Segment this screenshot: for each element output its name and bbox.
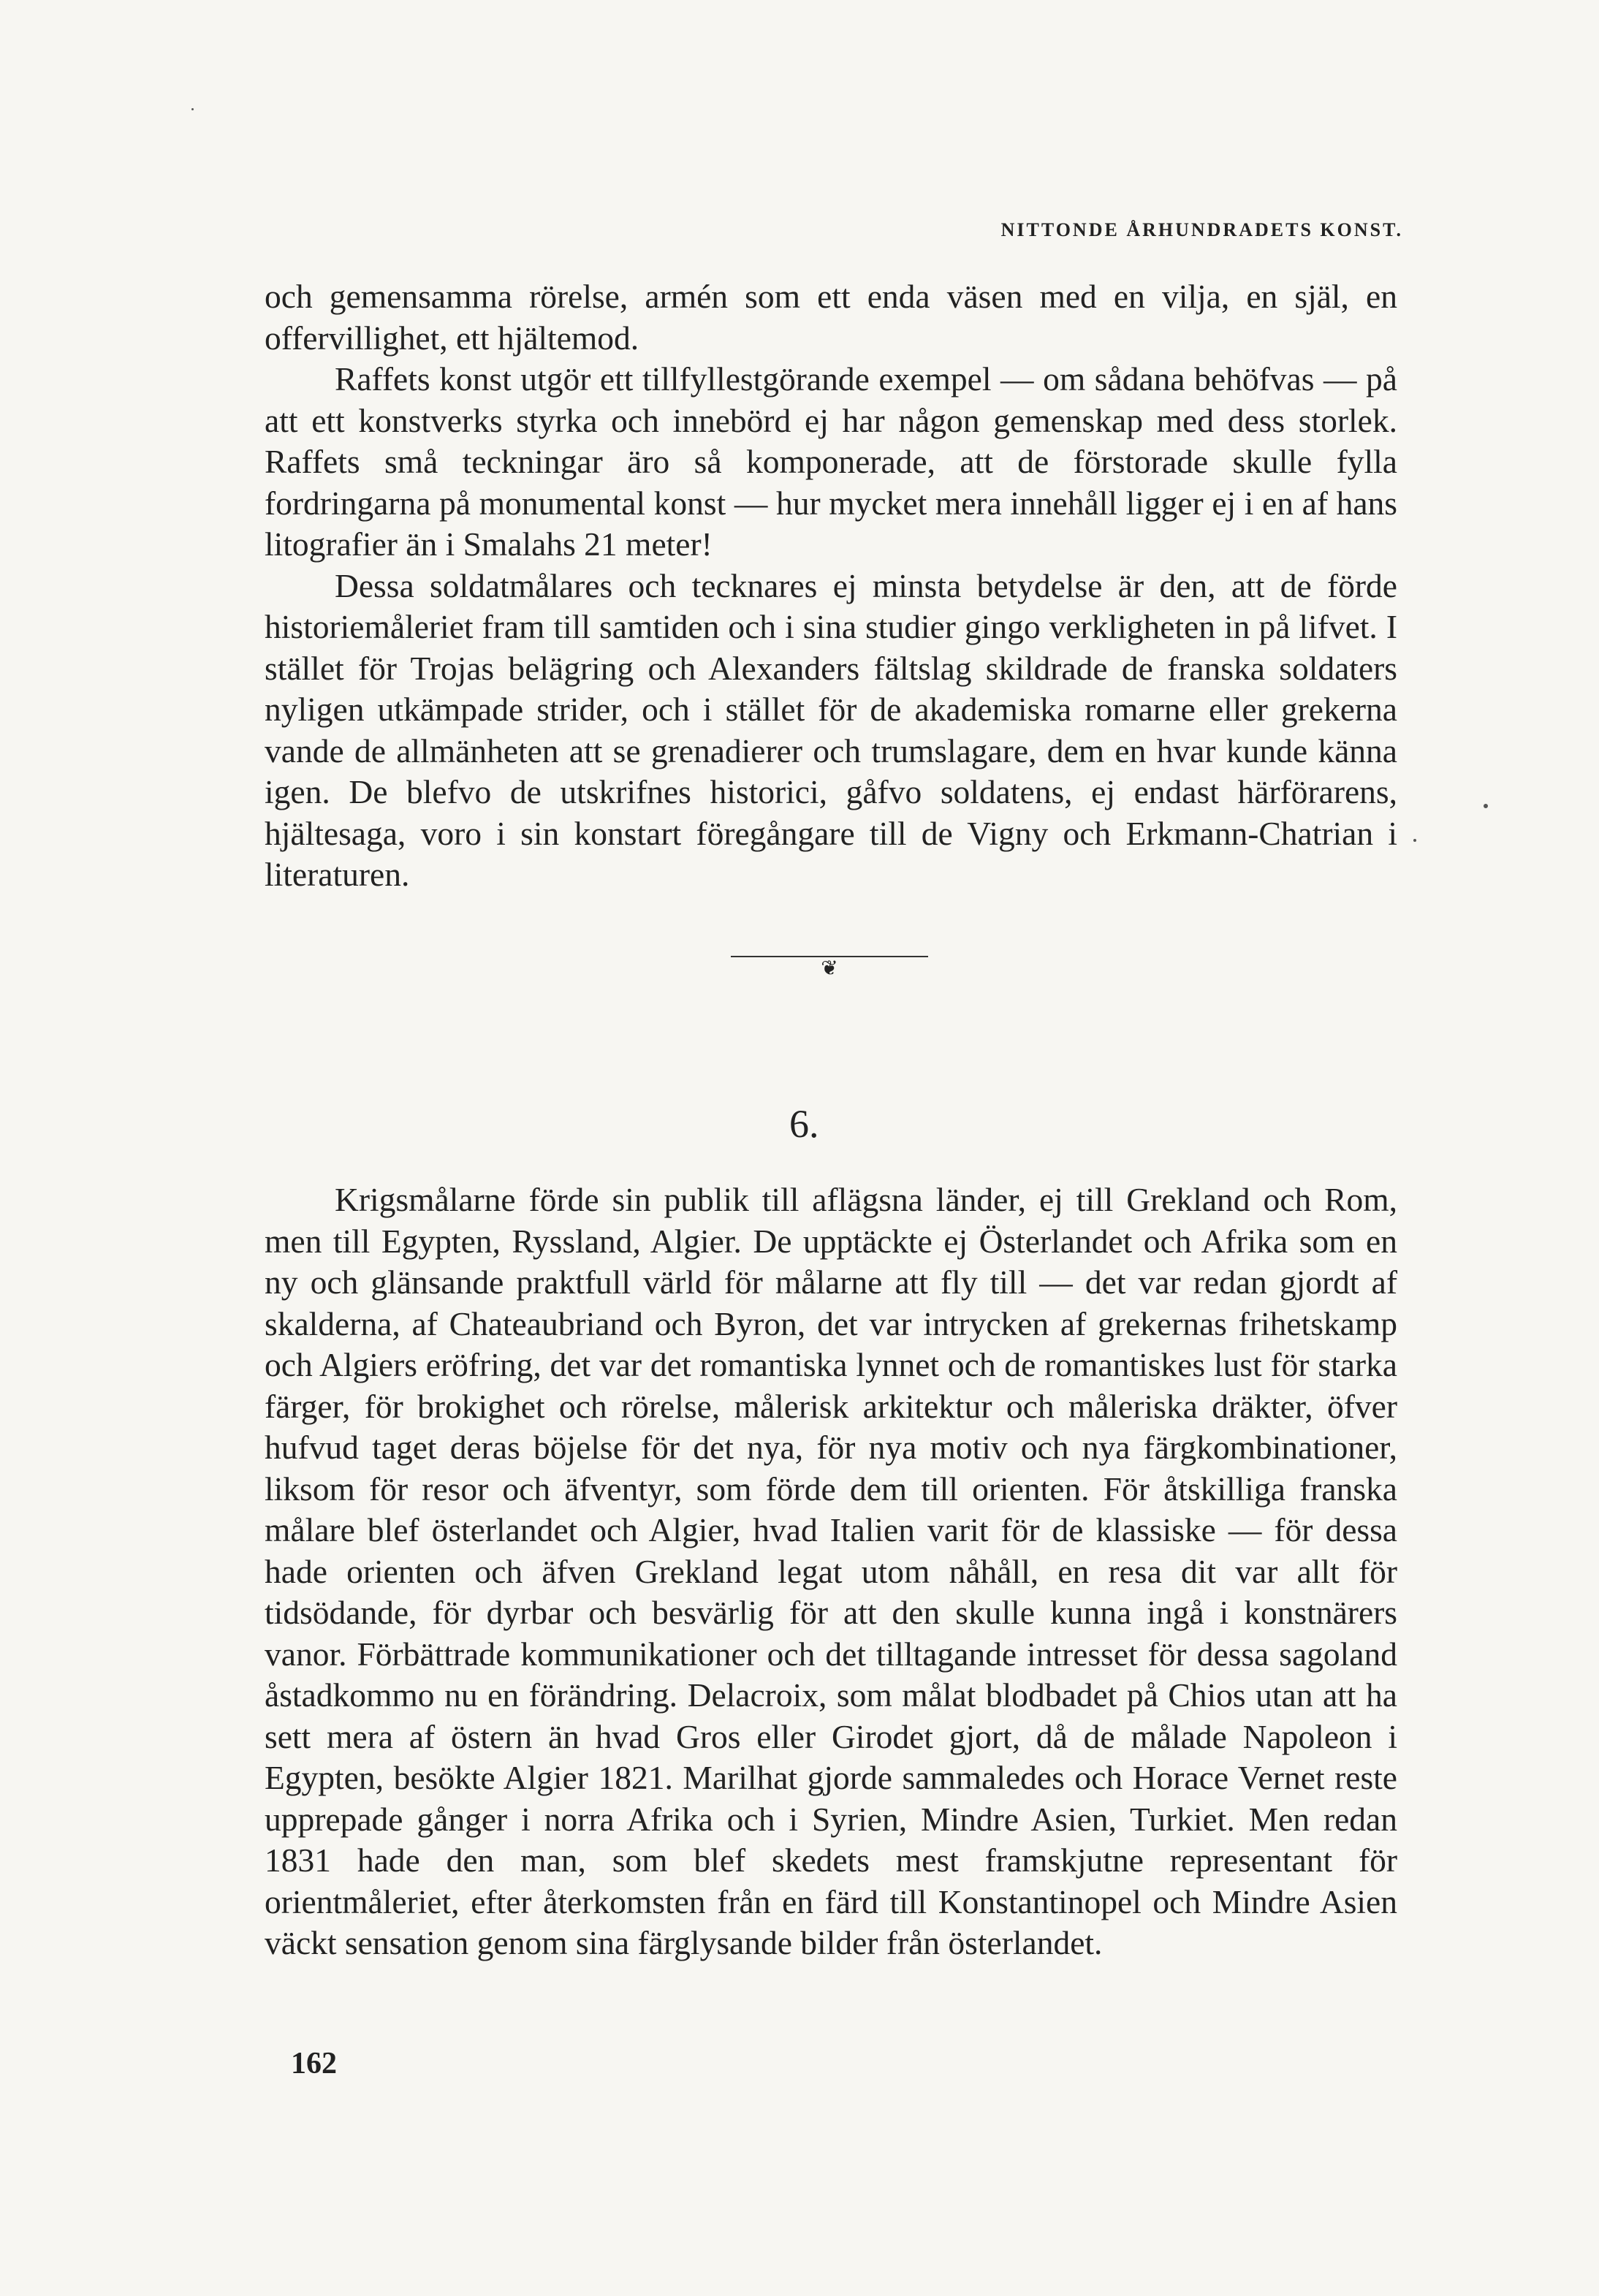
running-head: NITTONDE ÅRHUNDRADETS KONST. bbox=[1000, 219, 1403, 240]
text-block-top bbox=[265, 276, 1397, 896]
paragraph: Raffets konst utgör ett tillfyllestgörande exempel — om sådana behöfvas — på att ett konstverks styrka och innebörd ej har någon gemenskap med dess storlek. Raffets små teckningar äro så komponerade, att de förstorade skulle fylla fordringarna på monumental konst — hur mycket mera innehåll ligger ej i en af hans litografier än i Smalahs 21 meter! bbox=[265, 360, 1397, 563]
section-ornament bbox=[731, 943, 928, 987]
fleuron-icon: ❦ bbox=[821, 957, 838, 980]
page-number: 162 bbox=[291, 2047, 337, 2080]
print-speck bbox=[1413, 839, 1416, 842]
text-block-bottom bbox=[265, 1179, 1397, 1964]
print-speck bbox=[1484, 804, 1488, 808]
print-speck bbox=[191, 108, 194, 110]
paragraph: och gemensamma rörelse, armén som ett enda väsen med en vilja, en själ, en offervillighet, ett hjältemod. bbox=[265, 278, 1397, 357]
paragraph: Dessa soldatmålares och tecknares ej minsta betydelse är den, att de förde historiemåleriet fram till samtiden och i sina studier gingo verkligheten in på lifvet. I stället för Trojas belägring och Alexanders fältslag skildrade de franska soldaters nyligen utkämpade strider, och i stället för de akademiska romarne eller grekerna vande de allmänheten att se grenadierer och trumslagare, dem en hvar kunde känna igen. De blefvo de utskrifnes historici, gåfvo soldatens, ej endast härförarens, hjältesaga, voro i sin konstart föregångare till de Vigny och Erkmann-Chatrian i literaturen. bbox=[265, 566, 1397, 893]
section-number: 6. bbox=[789, 1102, 819, 1146]
paragraph: Krigsmålarne förde sin publik till aflägsna länder, ej till Grekland och Rom, men till Egypten, Ryssland, Algier. De upptäckte ej Österlandet och Afrika som en ny och glänsande praktfull värld för målarne att fly till — det var redan gjordt af skalderna, af Chateaubriand och Byron, det var intrycken af grekernas frihetskamp och Algiers eröfring, det var det romantiska lynnet och de romantiskes lust för starka färger, för brokighet och rörelse, målerisk arkitektur och måleriska dräkter, öfver hufvud taget deras böjelse för det nya, för nya motiv och nya färgkombinationer, liksom för resor och äfventyr, som förde dem till orienten. För åtskilliga franska målare blef österlandet och Algier, hvad Italien varit för de klassiske — för dessa hade orienten och äfven Grekland legat utom nåhåll, en resa dit var allt för tidsödande, för dyrbar och besvärlig för att den skulle kunna ingå i konstnärers vanor. Förbättrade kommunikationer och det tilltagande intresset för dessa sagoland åstadkommo nu en förändring. Delacroix, som målat blodbadet på Chios utan att ha sett mera af östern än hvad Gros eller Girodet gjort, då de målade Napoleon i Egypten, besökte Algier 1821. Marilhat gjorde sammaledes och Horace Vernet reste upprepade gånger i norra Afrika och i Syrien, Mindre Asien, Turkiet. Men redan 1831 hade den man, som blef skedets mest framskjutne representant för orientmåleriet, efter återkomsten från en färd till Konstantinopel och Mindre Asien väckt sensation genom sina färglysande bilder från österlandet. bbox=[265, 1181, 1397, 1961]
